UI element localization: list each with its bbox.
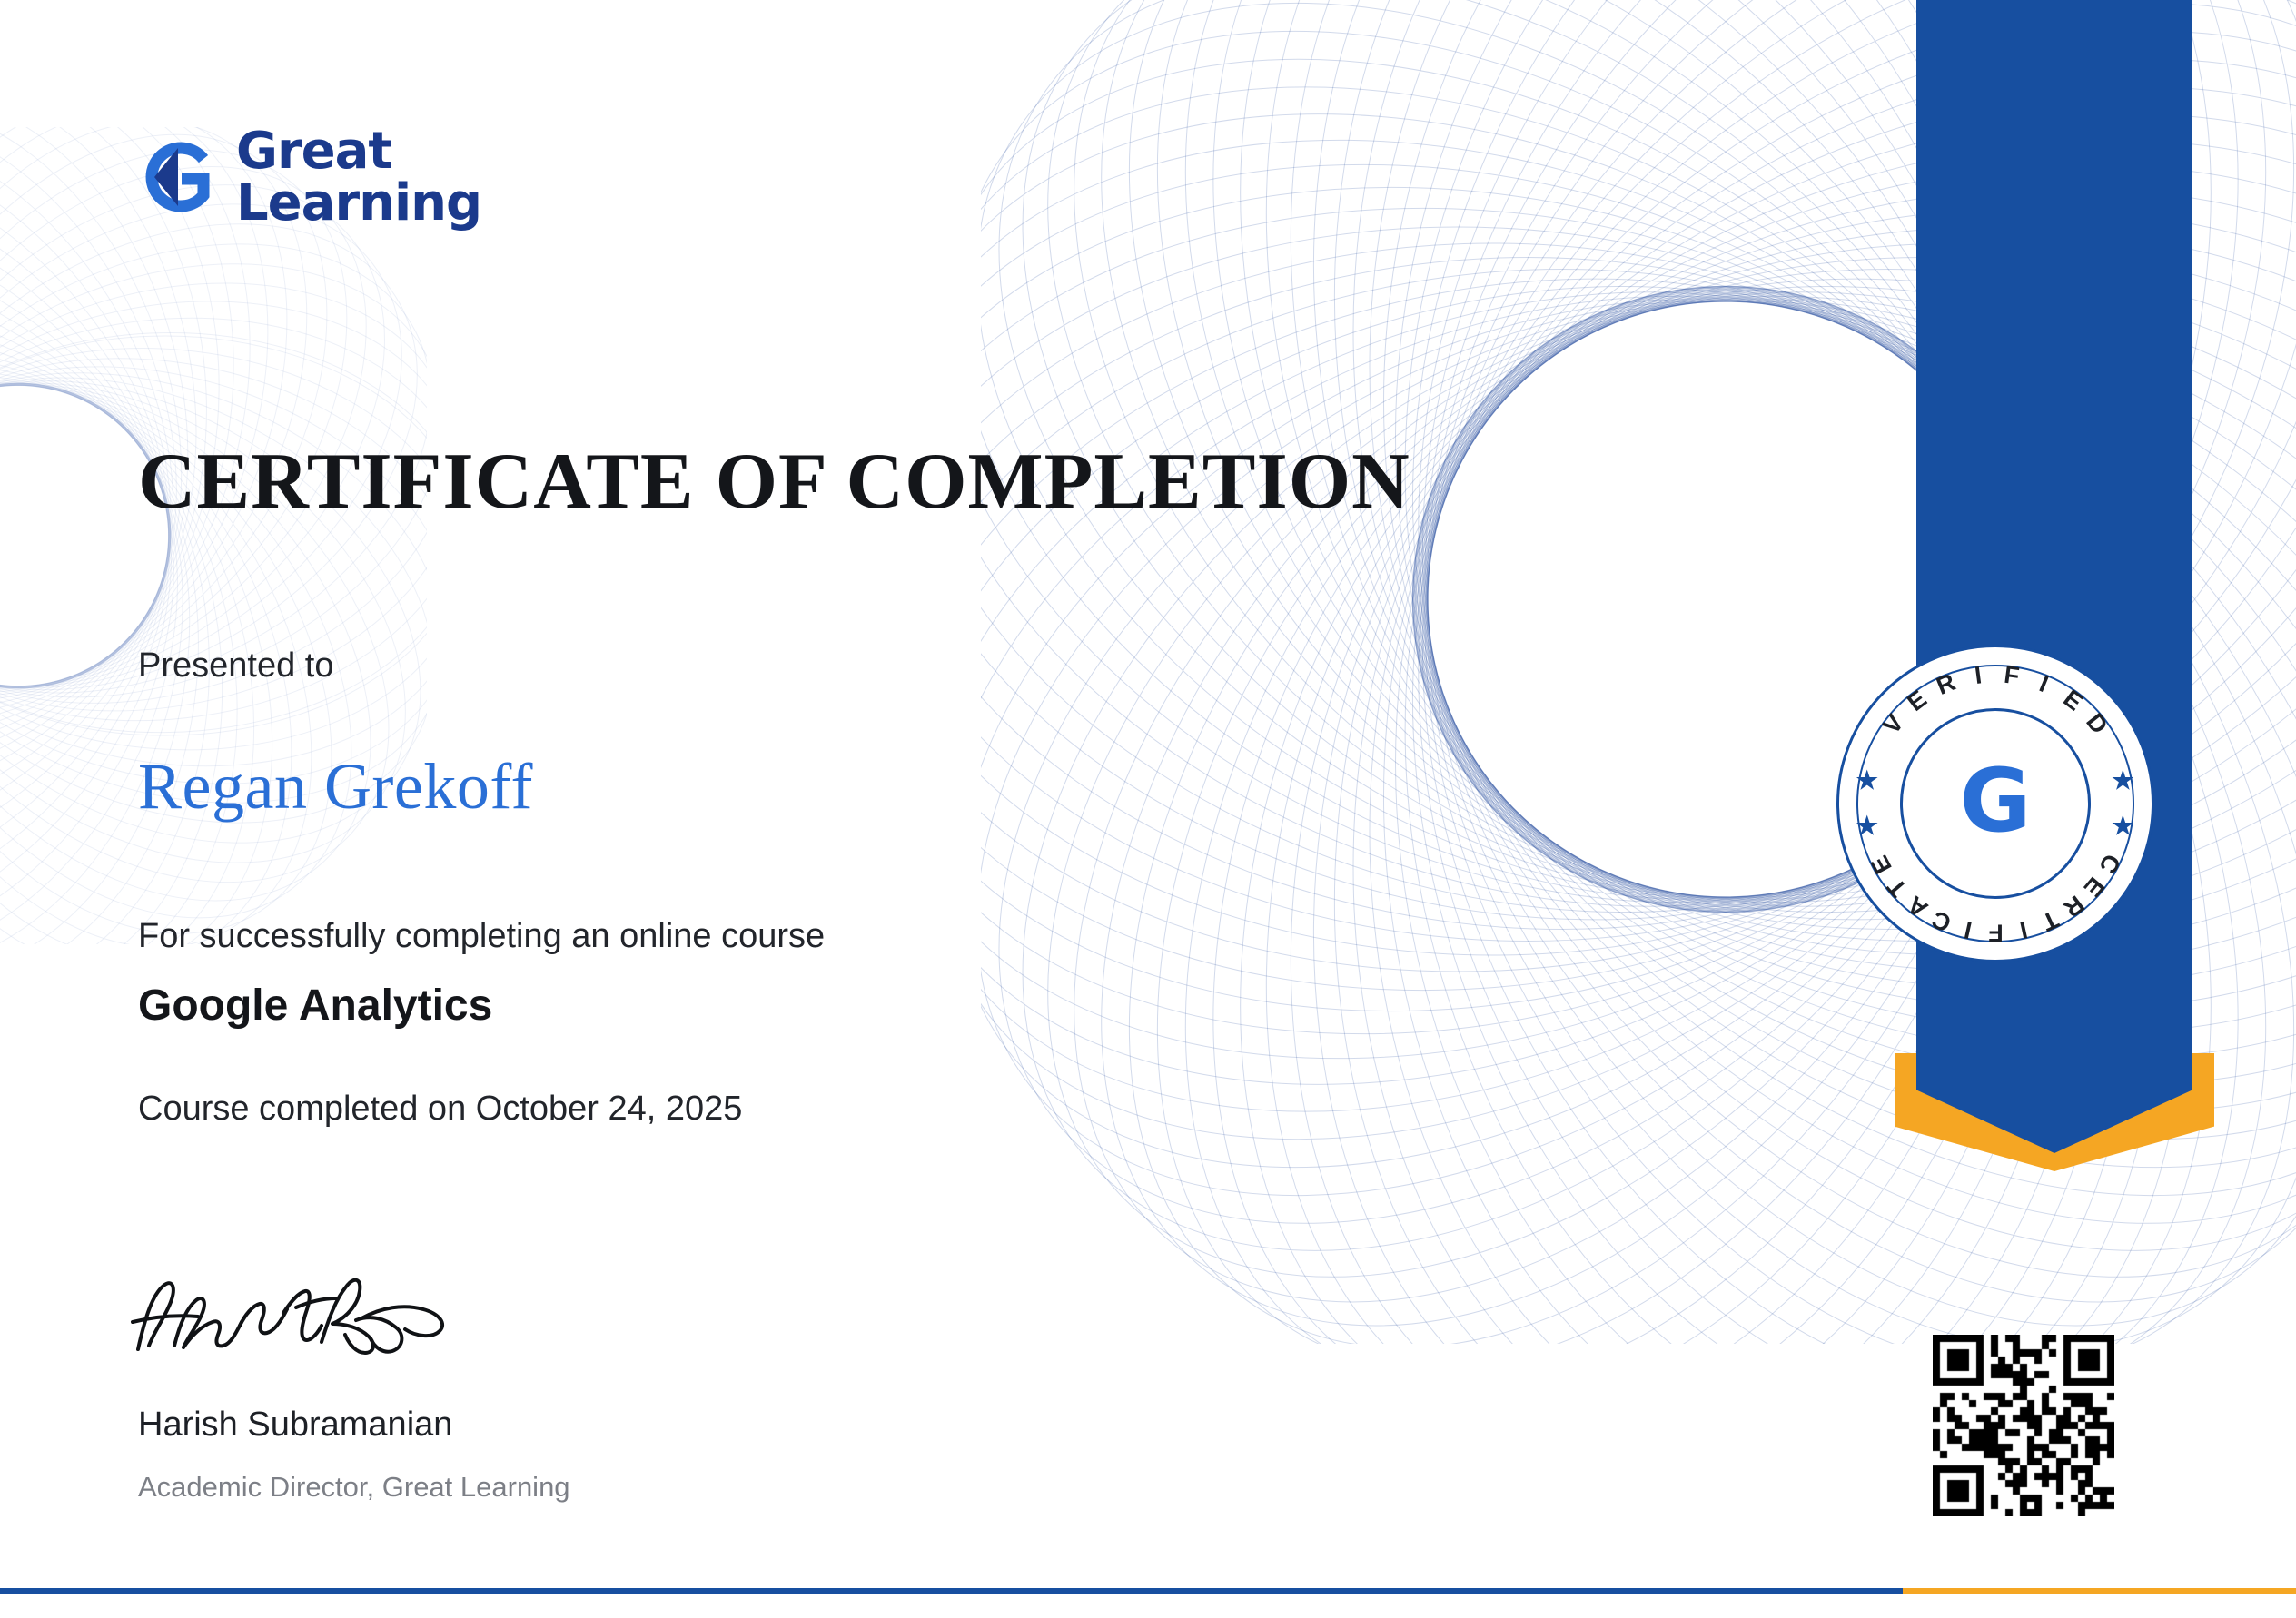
signer-title: Academic Director, Great Learning	[138, 1471, 570, 1503]
ribbon-banner	[1895, 0, 2214, 1171]
handwritten-signature-icon	[127, 1271, 472, 1371]
seal-top-text: V E R I F I E D	[1877, 660, 2114, 740]
footer-rule-blue	[0, 1588, 1903, 1594]
footer-rule-gold	[1903, 1588, 2296, 1594]
brand-line-2: Learning	[236, 173, 482, 233]
completion-date: Course completed on October 24, 2025	[138, 1090, 743, 1128]
seal-core	[1900, 708, 2091, 899]
recipient-name: Regan Grekoff	[138, 750, 534, 823]
signer-name: Harish Subramanian	[138, 1406, 453, 1444]
great-learning-g-icon: G	[1959, 750, 2032, 852]
qr-code-icon[interactable]	[1933, 1335, 2114, 1516]
great-learning-g-icon	[136, 135, 220, 219]
seal-bottom-text: C E R T I F I C A T E	[1865, 849, 2126, 947]
brand-logo	[136, 122, 482, 233]
page-title: CERTIFICATE OF COMPLETION	[138, 438, 1410, 526]
brand-line-1: Great	[236, 122, 392, 181]
seal-stars: ★ ★ ★ ★	[1856, 766, 2135, 840]
completion-statement: For successfully completing an online course	[138, 917, 826, 955]
presented-to-label: Presented to	[138, 646, 334, 685]
course-name: Google Analytics	[138, 982, 493, 1030]
brand-wordmark	[236, 122, 482, 233]
verified-certificate-seal	[1836, 645, 2154, 962]
